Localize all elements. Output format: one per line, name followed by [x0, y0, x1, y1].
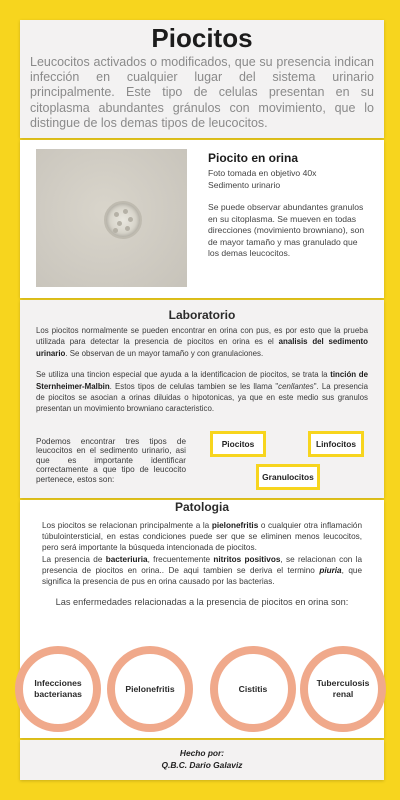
- text: o cualquier otra inflamación túbulointersticial, en estas condiciones puede ser que se eliminen menos leucocitos, pero será importante la búsqueda intencionada de piocitos.: [42, 521, 362, 553]
- piocyte-cell: [104, 201, 142, 239]
- italic-text: cenllantes: [278, 381, 314, 391]
- bold-text: tinción de Sternheimer-Malbin: [36, 370, 368, 391]
- bold-text: bacteriuria: [105, 554, 148, 564]
- laboratorio-paragraph-1: [36, 325, 368, 359]
- footer-credit-label: Hecho por:: [179, 748, 225, 758]
- photo-caption-block: [208, 151, 368, 260]
- tag-piocitos: Piocitos: [210, 431, 266, 457]
- disease-cistitis: Cistitis: [210, 646, 296, 732]
- photo-caption-objective: Foto tomada en objetivo 40x: [208, 168, 317, 178]
- photo-caption-sample: Sedimento urinario: [208, 179, 281, 190]
- footer-author: Q.B.C. Dario Galaviz: [161, 760, 243, 770]
- text: La presencia de: [42, 554, 106, 564]
- patologia-paragraph-1: [42, 520, 362, 554]
- disease-tuberculosis-renal: Tuberculosis renal: [300, 646, 386, 732]
- granule: [113, 228, 118, 233]
- text: Los piocitos normalmente se pueden encontrar en orina con pus, es por esto que la prueba utilizada para detectar la presencia de piocitos en orina es el: [36, 326, 368, 347]
- bold-text: analisis del sedimento urinario: [36, 337, 368, 358]
- granule: [128, 217, 133, 222]
- granule: [125, 226, 130, 231]
- disease-pielonefritis: Pielonefritis: [107, 646, 193, 732]
- text: Los piocitos se relacionan principalmente a la: [42, 521, 212, 530]
- bold-text: pielonefritis: [211, 521, 259, 530]
- text: , se relacionan con la presencia de piocitos en orina.. De aqui tambien se deriva el termino: [42, 554, 363, 575]
- text: ". La presencia de piocitos se asocian a orinas diluidas o hipotonicas, ya que en este medio sus granulos presentan un movimiento browniano caracteristico.: [36, 381, 369, 414]
- photo-description: Se puede observar abundantes granulos en su citoplasma. Se mueven en todas direcciones (movimiento browniano), son de mayor tamaño y mas granulado que los demas leucocitos.: [208, 202, 365, 258]
- bold-italic-text: piuria: [319, 565, 342, 575]
- disease-infecciones-bacterianas: Infecciones bacterianas: [15, 646, 101, 732]
- page-title: Piocitos: [151, 23, 253, 53]
- text: , que significa la presencia de pus en orina causado por las bacterias.: [42, 565, 362, 587]
- patologia-title: Patologia: [174, 500, 229, 514]
- laboratorio-paragraph-3: Podemos encontrar tres tipos de leucocitos en el sedimento urinario, asi que es importante identificar correctamente a que tipo de leucocito pertenece, estos son:: [36, 437, 186, 484]
- diseases-intro: Las enfermedades relacionadas a la presencia de piocitos en orina son:: [55, 597, 349, 608]
- granule: [114, 212, 119, 217]
- intro-text: Leucocitos activados o modificados, que su presencia indican infección en cualquier lugar del sistema urinario principalmente. Este tipo de celulas presentan en su citoplasma abundantes gránulos con movimiento, que lo distingue de los demas tipos de leucocitos.: [30, 55, 374, 130]
- granule: [123, 209, 128, 214]
- laboratorio-title: Laboratorio: [168, 308, 236, 322]
- bold-text: nitritos positivos: [213, 554, 281, 564]
- text: . Estos tipos de celulas tambien se les llama ": [109, 381, 279, 391]
- laboratorio-card: [20, 300, 384, 498]
- photo-card: [20, 140, 384, 298]
- microscope-photo: [36, 149, 187, 287]
- laboratorio-paragraph-2: [36, 369, 368, 415]
- text: Se utiliza una tincion especial que ayuda a la identificacion de piocitos, se trata la: [36, 370, 331, 380]
- granule: [117, 221, 122, 226]
- header-card: [20, 20, 384, 138]
- footer-card: [20, 740, 384, 780]
- tag-granulocitos: Granulocitos: [256, 464, 320, 490]
- text: , frecuentemente: [147, 554, 214, 564]
- tag-linfocitos: Linfocitos: [308, 431, 364, 457]
- patologia-paragraph-2: [42, 554, 362, 588]
- text: . Se observan de un mayor tamaño y con granulaciones.: [65, 348, 264, 358]
- photo-title: Piocito en orina: [208, 151, 299, 165]
